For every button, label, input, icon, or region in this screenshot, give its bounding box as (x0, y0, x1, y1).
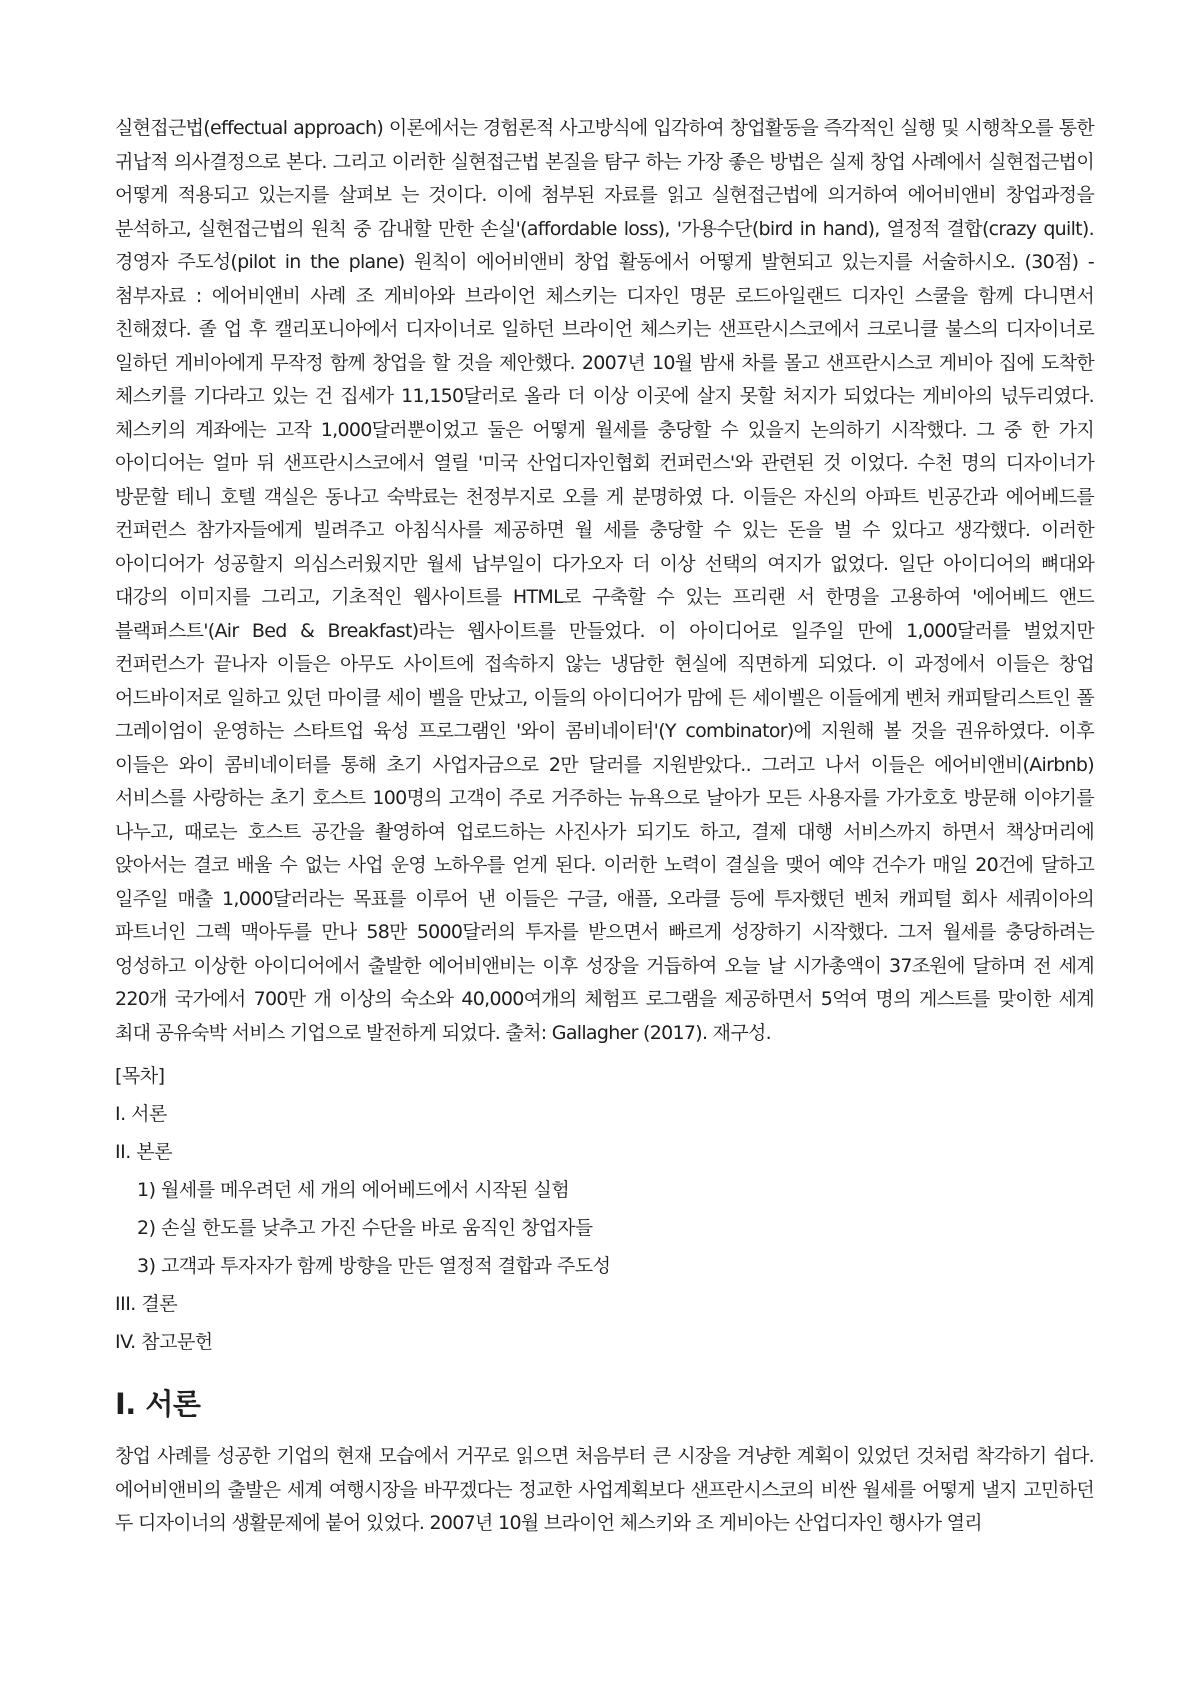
toc-item-conclusion: III. 결론 (115, 1293, 178, 1315)
assignment-prompt: 실현접근법(effectual approach) 이론에서는 경험론적 사고방식에 입각하여 창업활동을 즉각적인 실행 및 시행착오를 통한 귀납적 의사결정으로 본다. 그리고 이러한 실현접근법 본질을 탐구 하는 가장 좋은 방법은 실제 창업 사례에서 실현접근법이 어떻게 적용되고 있는지를 살펴보 는 것이다. 이에 첨부된 자료를 읽고 실현접근법에 의거하여 에어비앤비 창업과정을 분석하고, 실현접근법의 원칙 중 감내할 만한 손실'(affordable loss), '가용수단(bird in hand), 열정적 결합(crazy quilt). 경영자 주도성(pilot in the plane) 원칙이 에어비앤비 창업 활동에서 어떻게 발현되고 있는지를 서술하시오. (30점) - 첨부자료 : 에어비앤비 사례 조 게비아와 브라이언 체스키는 디자인 명문 로드아일랜드 디자인 스쿨을 함께 다니면서 친해졌다. 졸 업 후 캘리포니아에서 디자이너로 일하던 브라이언 체스키는 샌프란시스코에서 크로니클 불스의 디자이너로 일하던 게비아에게 무작정 함께 창업을 할 것을 제안했다. 2007년 10월 밤새 차를 몰고 샌프란시스코 게비아 집에 도착한 체스키를 기다라고 있는 건 집세가 11,150달러로 올라 더 이상 이곳에 살지 못할 처지가 되었다는 게비아의 넋두리였다. 체스키의 계좌에는 고작 1,000달러뿐이었고 둘은 어떻게 월세를 충당할 수 있을지 논의하기 시작했다. 그 중 한 가지 아이디어는 얼마 뒤 샌프란시스코에서 열릴 '미국 산업디자인협회 컨퍼런스'와 관련된 것 이었다. 수천 명의 디자이너가 방문할 테니 호텔 객실은 동나고 숙박료는 천정부지로 오를 게 분명하였 다. 이들은 자신의 아파트 빈공간과 에어베드를 컨퍼런스 참가자들에게 빌려주고 아침식사를 제공하면 월 세를 충당할 수 있는 돈을 벌 수 있다고 생각했다. 이러한 아이디어가 성공할지 의심스러웠지만 월세 납부일이 다가오자 더 이상 선택의 여지가 없었다. 일단 아이디어의 뼈대와 대강의 이미지를 그리고, 기초적인 웹사이트를 HTML로 구축할 수 있는 프리랜 서 한명을 고용하여 '에어베드 앤드 블랙퍼스트'(Air Bed & Breakfast)라는 웹사이트를 만들었다. 이 아이디어로 일주일 만에 1,000달러를 벌었지만 컨퍼런스가 끝나자 이들은 아무도 사이트에 접속하지 않는 냉담한 현실에 직면하게 되었다. 이 과정에서 이들은 창업 어드바이저로 일하고 있던 마이클 세이 벨을 만났고, 이들의 아이디어가 맘에 든 세이벨은 이들에게 벤처 캐피탈리스트인 폴 그레이엄이 운영하는 스타트업 육성 프로그램인 '와이 콤비네이터'(Y combinator)에 지원해 볼 것을 권유하였다. 이후 이들은 와이 콤비네이터를 통해 초기 사업자금으로 2만 달러를 지원받았다.. 그러고 나서 이들은 에어비앤비(Airbnb) 서비스를 사랑하는 초기 호스트 100명의 고객이 주로 거주하는 뉴욕으로 날아가 모든 사용자를 가가호호 방문해 이야기를 나누고, 때로는 호스트 공간을 촬영하여 업로드하는 사진사가 되기도 하고, 결제 대행 서비스까지 하면서 책상머리에 앉아서는 결코 배울 수 없는 사업 운영 노하우를 얻게 된다. 이러한 노력이 결실을 맺어 예약 건수가 매일 20건에 달하고 일주일 매출 1,000달러라는 목표를 이루어 낸 이들은 구글, 애플, 오라클 등에 투자했던 벤처 캐피털 회사 세쿼이아의 파트너인 그렉 맥아두를 만나 58만 5000달러의 투자를 받으면서 빠르게 성장하기 시작했다. 그저 월세를 충당하려는 엉성하고 이상한 아이디어에서 출발한 에어비앤비는 이후 성장을 거듭하여 오늘 날 시가총액이 37조원에 달하며 전 세계 220개 국가에서 700만 개 이상의 숙소와 40,000여개의 체험프 로그램을 제공하면서 5억여 명의 게스트를 맞이한 세계 최대 공유숙박 서비스 기업으로 발전하게 되었다. 출처: Gallagher (2017). 재구성. (115, 117, 1094, 1044)
toc-subitem-2: 2) 손실 한도를 낮추고 가진 수단을 바로 움직인 창업자들 (137, 1217, 593, 1239)
toc-item-introduction: I. 서론 (115, 1103, 167, 1125)
toc-subitem-3: 3) 고객과 투자자가 함께 방향을 만든 열정적 결합과 주도성 (137, 1255, 611, 1277)
toc-item-body: II. 본론 (115, 1141, 172, 1163)
table-of-contents (115, 1064, 1094, 1354)
introduction-paragraph: 창업 사례를 성공한 기업의 현재 모습에서 거꾸로 읽으면 처음부터 큰 시장을 겨냥한 계획이 있었던 것처럼 착각하기 쉽다. 에어비앤비의 출발은 세계 여행시장을 바꾸겠다는 정교한 사업계획보다 샌프란시스코의 비싼 월세를 어떻게 낼지 고민하던 두 디자이너의 생활문제에 붙어 있었다. 2007년 10월 브라이언 체스키와 조 게비아는 산업디자인 행사가 열리 (115, 1445, 1094, 1534)
toc-item-references: IV. 참고문헌 (115, 1331, 213, 1353)
section-heading-introduction: I. 서론 (115, 1387, 201, 1421)
toc-title: [목차] (115, 1065, 165, 1087)
toc-subitem-1: 1) 월세를 메우려던 세 개의 에어베드에서 시작된 실험 (137, 1179, 570, 1201)
